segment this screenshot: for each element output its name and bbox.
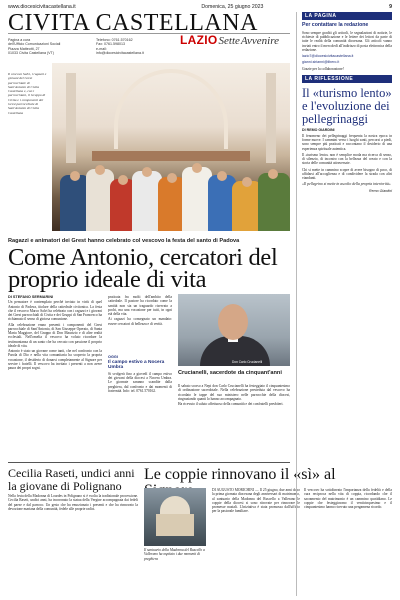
shrine-base xyxy=(156,514,194,536)
main-headline: Come Antonio, cercatori del proprio ideale di vita xyxy=(8,244,278,293)
left-story-headline: Cecilia Raseti, undici anni la giovane di Polignano xyxy=(8,466,135,493)
column-left xyxy=(66,73,76,163)
editorial-contacts xyxy=(96,38,146,56)
article-paragraph: Ai ragazzi ha consegnato un mandato: essere cercatori di bellezza e di verità. xyxy=(108,317,172,326)
photo-caption: Il vescovo Salvi, i ragazzi e giovani del Grest parrocchiale di Sant'Antonio di Civita Castellana e, con i parrocchiani, il Gruppo di Civita e i componenti del Grest parrocchiale di Sant'Antonio di Civita Castellana xyxy=(8,72,47,115)
priest-portrait xyxy=(178,294,290,366)
section-divider xyxy=(8,462,290,463)
fax-line: Fax: 0761.598013 xyxy=(96,42,125,47)
email-address[interactable]: info@diocesicivitacastellana.it xyxy=(96,51,144,56)
head-shape xyxy=(70,171,80,181)
sidebar xyxy=(296,12,392,596)
secondary-article xyxy=(178,384,290,406)
article-kicker: Ragazzi e animatori dei Grest hanno celebrato col vescovo la festa del santo di Padova xyxy=(8,238,240,244)
issue-date: Domenica, 25 giugno 2023 xyxy=(201,4,264,10)
right-story-col1 xyxy=(212,488,300,514)
main-photo xyxy=(52,63,290,231)
head-shape xyxy=(217,171,227,181)
thanks-text: Grazie per la collaborazione! xyxy=(302,66,344,71)
logo-sette: Sette xyxy=(218,35,240,47)
head-shape xyxy=(167,173,177,183)
person-shape xyxy=(258,173,290,231)
article-paragraph: DI AUGUSTO MORICHINI — Il 25 giugno, due anni dopo la prima giornata diocesana degli anniversari di matrimonio, al santuario della Madonna del Ruscello a Vallerano le coppie della diocesi si sono ritrovate per rinnovare le promesse nuziali. L'iniziativa è stata promossa dall'ufficio per la pastorale familiare. xyxy=(212,488,300,514)
altar xyxy=(92,151,250,161)
phone-line: Telefono: 0761.570162 xyxy=(96,38,133,42)
email-label: e-mail: xyxy=(96,46,107,51)
left-story-body xyxy=(8,494,138,511)
apse-arch xyxy=(114,69,228,149)
secondary-headline: Crucianelli, sacerdote da cinquant'anni xyxy=(178,370,282,376)
head-shape xyxy=(268,169,278,179)
article-paragraph: praticata fra molti dell'ambito della cattedrale. Il pastore ha ricordato come la santità non sia un traguardo riservato a pochi, ma una vocazione per tutti, in ogni età della vita. xyxy=(108,295,172,316)
article-paragraph: Ha ricevuto il saluto affettuoso della comunità e dei confratelli presbiteri. xyxy=(178,402,284,406)
article-paragraph: Nella festa della Madonna di Lourdes in Polignano si è svolta la tradizionale processione. Cecilia Raseti, undici anni, ha incoronato la statua della Vergine accompagnata dai fedeli del paese e dal parroco. Un gesto che ha emozionato i presenti e che ha rinnovato la devozione mariana della comunità, fedele alle proprie radici. xyxy=(8,494,138,511)
article-paragraph: Alla celebrazione erano presenti i componenti del Grest parrocchiale di Sant'Antonio, di San Giuseppe Operaio, di Santa Maria Maggiore, del Gruppo di Don Maurizio e di altre realtà ecclesiali. Nell'omelia il vescovo ha voluto ricordare la testimonianza di un santo che ha cercato con passione il proprio ideale di vita. xyxy=(8,322,102,348)
contact-email[interactable]: lazio7@diocesicivitacastellana.it xyxy=(302,54,354,59)
head-shape xyxy=(118,175,128,185)
contact-heading: Per contattare la redazione xyxy=(302,22,369,28)
head-shape xyxy=(192,163,202,173)
info-line: Pagina a cura xyxy=(8,38,31,42)
article-paragraph: Antonio è stato un giovane come tanti, che nel confronto con la Parola di Dio e nella vita comunitaria ha scoperto la propria vocazione, il desiderio di donarsi completamente al Signore per servire i fratelli. Il vescovo ha invitato i presenti a non avere paura dei propri sogni. xyxy=(8,349,102,370)
reflection-quote: «Il pellegrino si mette in ascolto della propria interiorità» xyxy=(302,182,391,187)
reflection-paragraph: Il «turismo lento» non è semplice moda ma ricerca di senso, di silenzio, di incontro con la bellezza del creato e con la storia delle comunità attraversate. xyxy=(302,152,392,166)
portrait-caption: Don Carlo Crucianelli xyxy=(232,360,263,364)
reflection-paragraph: Chi si mette in cammino scopre di avere bisogno di poco, di affidarsi all'accoglienza e di condividere la strada con altri viandanti. xyxy=(302,167,392,181)
logo-lazio: LAZIO xyxy=(180,33,218,47)
head-shape xyxy=(242,177,252,187)
column-right xyxy=(266,73,276,163)
logo-avvenire: Avvenire xyxy=(240,35,279,47)
section-label-reflection: LA RIFLESSIONE xyxy=(302,75,392,83)
contact-email[interactable]: gianni.sirianni@libero.it xyxy=(302,60,340,65)
section-label-page: LA PAGINA xyxy=(302,12,392,20)
info-line: 01033 Civita Castellana (VT) xyxy=(8,51,54,56)
right-story-headline: Le coppie rinnovano il «sì» al xyxy=(144,466,336,483)
info-line: Piazza Matteotti, 27 xyxy=(8,46,40,51)
box-label: OGGI xyxy=(108,355,118,359)
editorial-address xyxy=(8,38,88,56)
site-url[interactable]: www.diocesicivitacastellana.it xyxy=(8,4,76,10)
box-title: Il campo estivo a Nocera Umbra xyxy=(108,360,165,371)
box-text: Si svolgerà fino a giovedì il campo estivo dei giovani della diocesi a Nocera Umbra. Le giornate saranno scandite dalla preghiera, dal confronto e dai momenti di fraternità. Info: tel. 0761.570162. xyxy=(108,371,172,393)
shrine-photo xyxy=(144,488,206,546)
article-paragraph: Il vescovo ha sottolineato l'importanza della fedeltà e della cura reciproca nella vita di coppia, ricordando che il sacramento del matrimonio è un cammino quotidiano. Le coppie che festeggiavano il venticinquesimo e il cinquantesimo hanno ricevuto una pergamena ricordo. xyxy=(304,488,392,509)
main-article-col2 xyxy=(108,295,172,326)
page-title: CIVITA CASTELLANA xyxy=(8,10,258,36)
shrine-dome xyxy=(160,496,190,514)
contact-text: Sono sempre graditi gli articoli, le segnalazioni di notizie, le richieste di pubblicazione e le lettere dei lettori da parte di tutte le realtà della comunità diocesana. Gli articoli vanno inviati entro il mercoledì all'indirizzo di posta elettronica della redazione. xyxy=(302,30,392,52)
lazio-sette-logo xyxy=(180,33,290,52)
article-author: DI STEFANO SERMARINI xyxy=(8,295,54,299)
info-line: dell'Ufficio Comunicazioni Sociali xyxy=(8,42,61,47)
reflection-signature: Remo Giardini xyxy=(369,188,392,193)
shrine-caption: Il santuario della Madonna del Ruscello a Vallerano ha ospitato i due momenti di preghiera xyxy=(144,548,205,561)
article-paragraph: Il sabato scorso a Nepi don Carlo Crucianelli ha festeggiato il cinquantesimo di ordinazione sacerdotale. Nella celebrazione presieduta dal vescovo ha ricordato le tappe del suo ministero nelle parrocchie della diocesi, ringraziando quanti lo hanno accompagnato. xyxy=(178,384,290,401)
masthead xyxy=(8,12,290,34)
reflection-author: DI REMO GIARDINI xyxy=(302,127,335,132)
article-paragraph: Un pensatore è contemplato perché inviato in virtù di quel Antonio di Padova, titolare della cattedrale civitonica. La festa che il vescovo Marco Salvi ha celebrato con i ragazzi e i giovani dei Grest parrocchiali di Civita e dei Gruppi di San Francesco ha richiamato il senso di gioiosa comunione. xyxy=(8,300,102,322)
main-article-col1 xyxy=(8,295,102,370)
masthead-info xyxy=(8,33,290,62)
reflection-paragraph: Il fenomeno dei pellegrinaggi frequenta la nostra epoca in forme nuove. I cammini verso i luoghi santi, percorsi a piedi, sono sempre più praticati e raccontano il desiderio di una esperienza spirituale autentica. xyxy=(302,133,392,151)
today-box xyxy=(108,355,172,393)
portrait-face xyxy=(218,304,248,340)
head-shape xyxy=(95,165,105,175)
head-shape xyxy=(142,167,152,177)
page-number: 9 xyxy=(389,4,392,10)
reflection-headline: Il «turismo lento» e l'evoluzione dei pellegrinaggi xyxy=(302,85,392,126)
